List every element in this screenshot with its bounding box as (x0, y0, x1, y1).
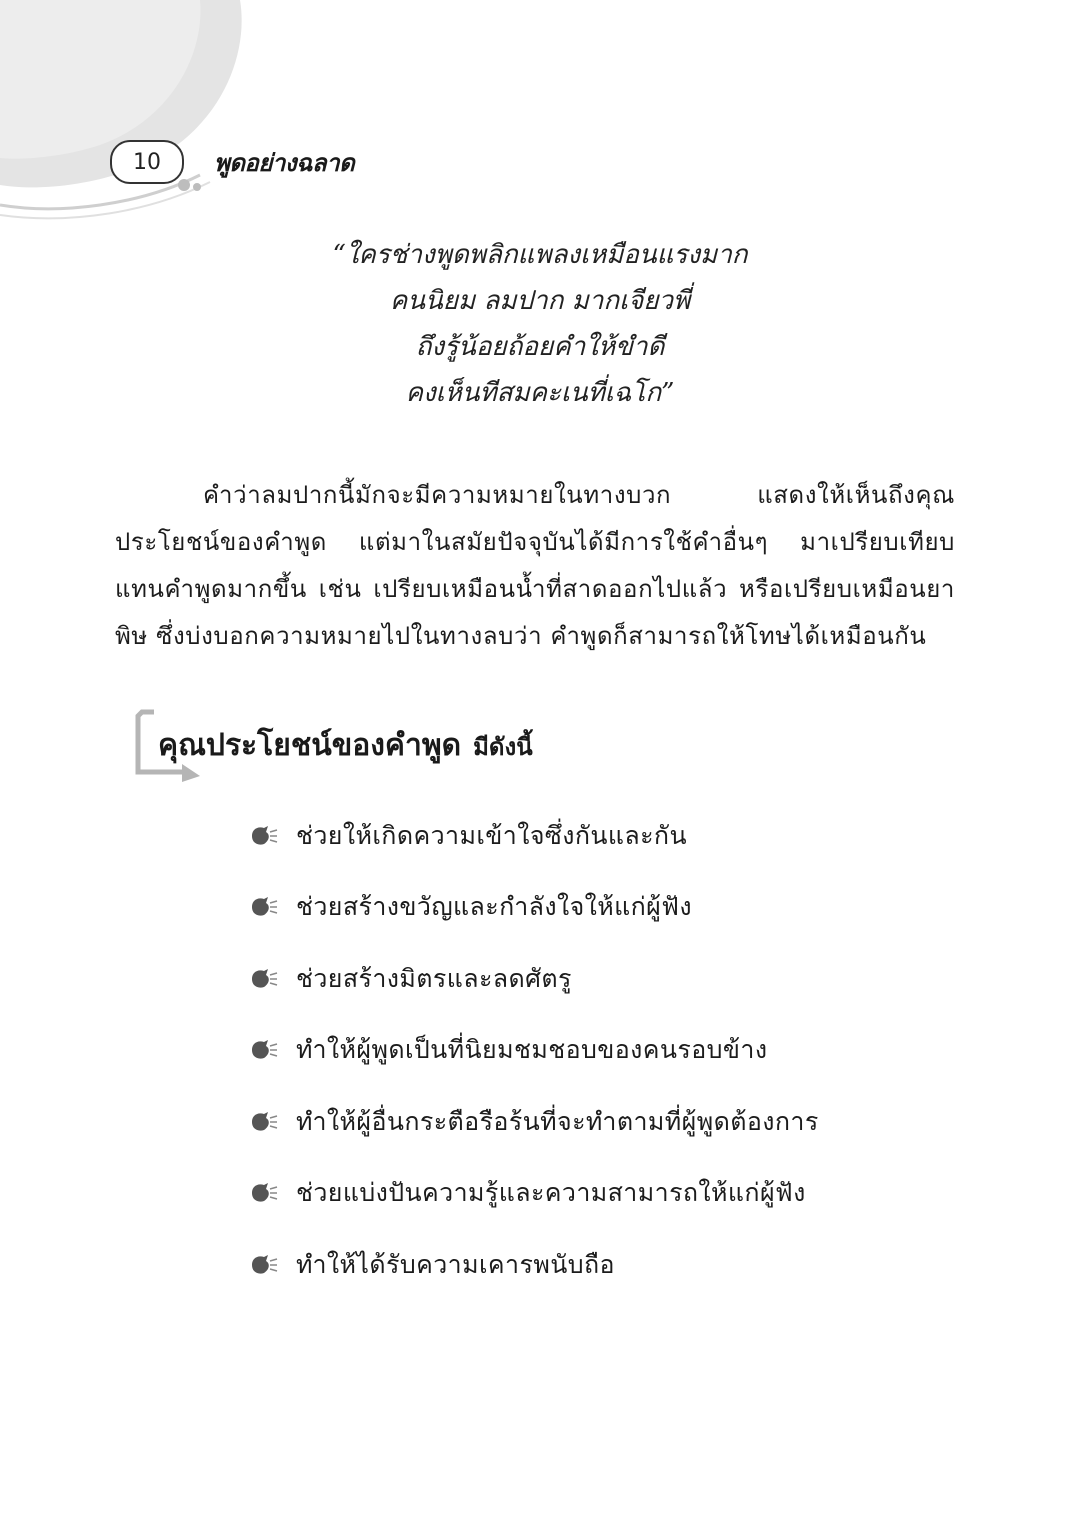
list-item (250, 1015, 950, 1087)
poem-line: คงเห็นทีสมคะเนที่เฉโก” (405, 378, 675, 408)
page-header (110, 140, 354, 184)
list-item (250, 1086, 950, 1158)
book-title: พูดอย่างฉลาด (214, 148, 355, 177)
bullet-icon (250, 895, 278, 919)
body-paragraph: คำว่าลมปากนี้มักจะมีความหมายในทางบวก แสดงให้เห็นถึงคุณประโยชน์ของคำพูด แต่มาในสมัยปัจจุบันได้มีการใช้คำอื่นๆ มาเปรียบเทียบแทนคำพูดมากขึ้น เช่น เปรียบเหมือนน้ำที่สาดออกไปแล้ว หรือเปรียบเหมือนยาพิษ ซึ่งบ่งบอกความหมายไปในทางลบว่า คำพูดก็สามารถให้โทษได้เหมือนกัน (115, 481, 955, 650)
list-item (250, 1229, 950, 1301)
section-heading-suffix: มีดังนี้ (473, 733, 533, 761)
bullet-icon (250, 1038, 278, 1062)
list-item (250, 1158, 950, 1230)
list-item-text: ช่วยสร้างมิตรและลดศัตรู (296, 963, 572, 993)
list-item-text: ช่วยให้เกิดความเข้าใจซึ่งกันและกัน (296, 820, 687, 850)
list-item-text: ทำให้ได้รับความเคารพนับถือ (296, 1249, 615, 1279)
section-heading (132, 708, 732, 784)
list-item-text: ช่วยแบ่งปันความรู้และความสามารถให้แก่ผู้ฟัง (296, 1178, 806, 1208)
list-item-text: ช่วยสร้างขวัญและกำลังใจให้แก่ผู้ฟัง (296, 892, 692, 922)
list-item-text: ทำให้ผู้อื่นกระตือรือร้นที่จะทำตามที่ผู้พูดต้องการ (296, 1106, 819, 1136)
list-item (250, 800, 950, 872)
bullet-icon (250, 1253, 278, 1277)
list-item (250, 943, 950, 1015)
bullet-icon (250, 967, 278, 991)
list-item-text: ทำให้ผู้พูดเป็นที่นิยมชมชอบของคนรอบข้าง (296, 1035, 768, 1065)
corner-swirl-decoration (0, 0, 420, 260)
poem-line: คนนิยม ลมปาก มากเจียวพี่ (389, 286, 691, 316)
bullet-icon (250, 1181, 278, 1205)
header-dots-decoration (178, 176, 204, 195)
section-heading-title: คุณประโยชน์ของคำพูด (158, 728, 462, 763)
poem-line: ถึงรู้น้อยถ้อยคำให้ขำดี (415, 332, 665, 362)
poem-quote (180, 232, 900, 416)
bullet-icon (250, 824, 278, 848)
poem-line: “ใครช่างพูดพลิกแพลงเหมือนแรงมาก (332, 240, 748, 270)
bullet-icon (250, 1110, 278, 1134)
page-number: 10 (110, 140, 184, 184)
list-item (250, 872, 950, 944)
benefit-list (250, 800, 950, 1301)
